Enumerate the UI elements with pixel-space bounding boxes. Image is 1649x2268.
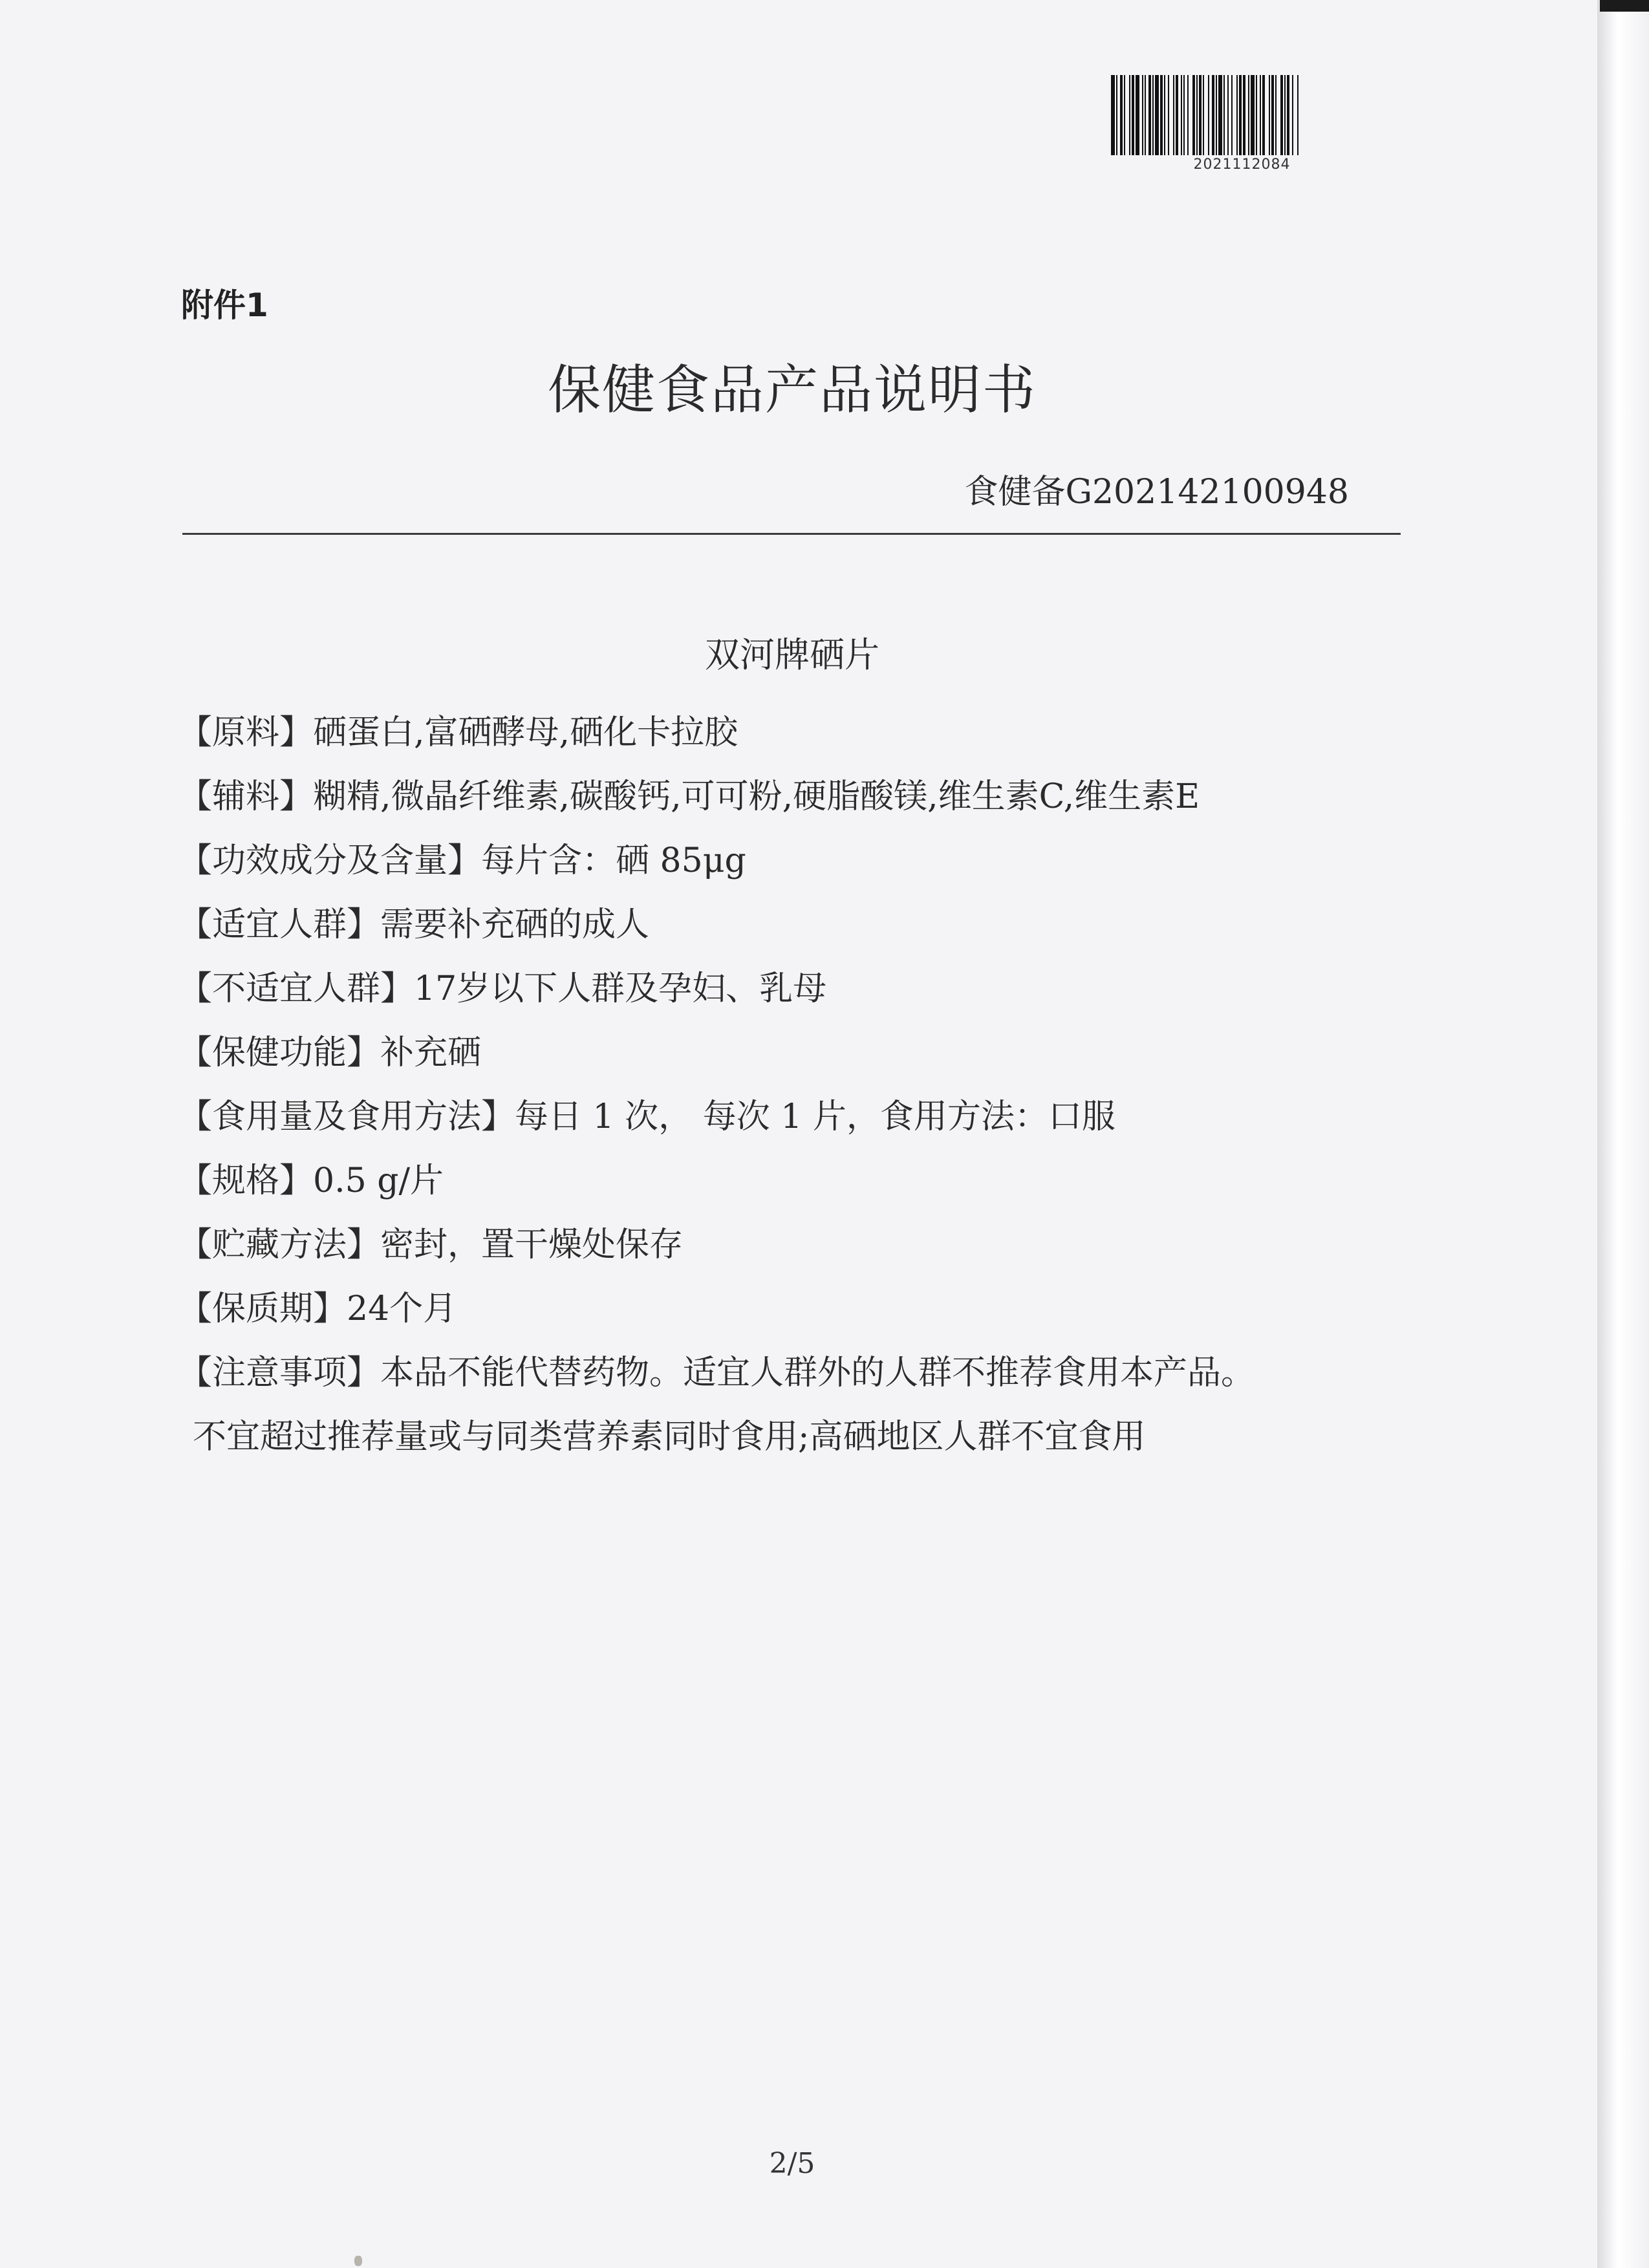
field-value: 补充硒 <box>380 1033 482 1072</box>
field-label: 【保健功能】 <box>178 1033 381 1072</box>
field-health-function <box>178 1031 1407 1074</box>
field-storage <box>178 1224 1407 1266</box>
field-unsuitable-population <box>178 967 1407 1010</box>
field-value: 17岁以下人群及孕妇、乳母 <box>414 969 827 1008</box>
field-active-ingredient <box>178 839 1407 882</box>
field-dosage <box>178 1096 1407 1138</box>
field-value-continuation: 不宜超过推荐量或与同类营养素同时食用;高硒地区人群不宜食用 <box>193 1418 1146 1456</box>
specification-list <box>178 711 1407 1480</box>
field-value: 每片含：硒 85μg <box>481 841 746 880</box>
field-value: 0.5 g/片 <box>313 1161 444 1200</box>
scan-corner-mark <box>1600 0 1649 12</box>
field-value: 糊精,微晶纤维素,碳酸钙,可可粉,硬脂酸镁,维生素C,维生素E <box>313 777 1200 816</box>
field-label: 【食用量及食用方法】 <box>178 1097 515 1136</box>
field-label: 【规格】 <box>178 1161 314 1200</box>
field-suitable-population <box>178 903 1407 946</box>
product-name: 双河牌硒片 <box>705 634 879 675</box>
barcode-number: 2021112084 <box>1193 157 1291 173</box>
field-value: 需要补充硒的成人 <box>380 905 650 944</box>
field-excipients <box>178 775 1407 818</box>
document-title: 保健食品产品说明书 <box>547 360 1037 421</box>
field-label: 【注意事项】 <box>178 1354 381 1392</box>
attachment-label: 附件1 <box>181 286 268 324</box>
field-label: 【功效成分及含量】 <box>178 841 482 880</box>
header-divider <box>182 533 1401 535</box>
field-precautions <box>178 1352 1407 1458</box>
field-label: 【原料】 <box>178 713 314 752</box>
field-label: 【保质期】 <box>178 1290 347 1328</box>
scan-edge <box>1597 0 1649 2268</box>
field-label: 【适宜人群】 <box>178 905 381 944</box>
field-shelf-life <box>178 1288 1407 1330</box>
scan-speck <box>354 2256 362 2266</box>
field-label: 【不适宜人群】 <box>178 969 415 1008</box>
field-raw-materials <box>178 711 1407 754</box>
field-value: 24个月 <box>347 1290 457 1328</box>
barcode <box>1111 75 1373 155</box>
field-value: 硒蛋白,富硒酵母,硒化卡拉胶 <box>313 713 738 752</box>
field-value: 本品不能代替药物。适宜人群外的人群不推荐食用本产品。 <box>380 1354 1255 1392</box>
page-number: 2/5 <box>769 2147 815 2180</box>
field-value: 每日 1 次， 每次 1 片，食用方法：口服 <box>515 1097 1116 1136</box>
filing-number: 食健备G202142100948 <box>964 473 1349 512</box>
field-label: 【辅料】 <box>178 777 314 816</box>
field-value: 密封，置干燥处保存 <box>380 1226 684 1264</box>
field-specification <box>178 1160 1407 1202</box>
field-label: 【贮藏方法】 <box>178 1226 381 1264</box>
